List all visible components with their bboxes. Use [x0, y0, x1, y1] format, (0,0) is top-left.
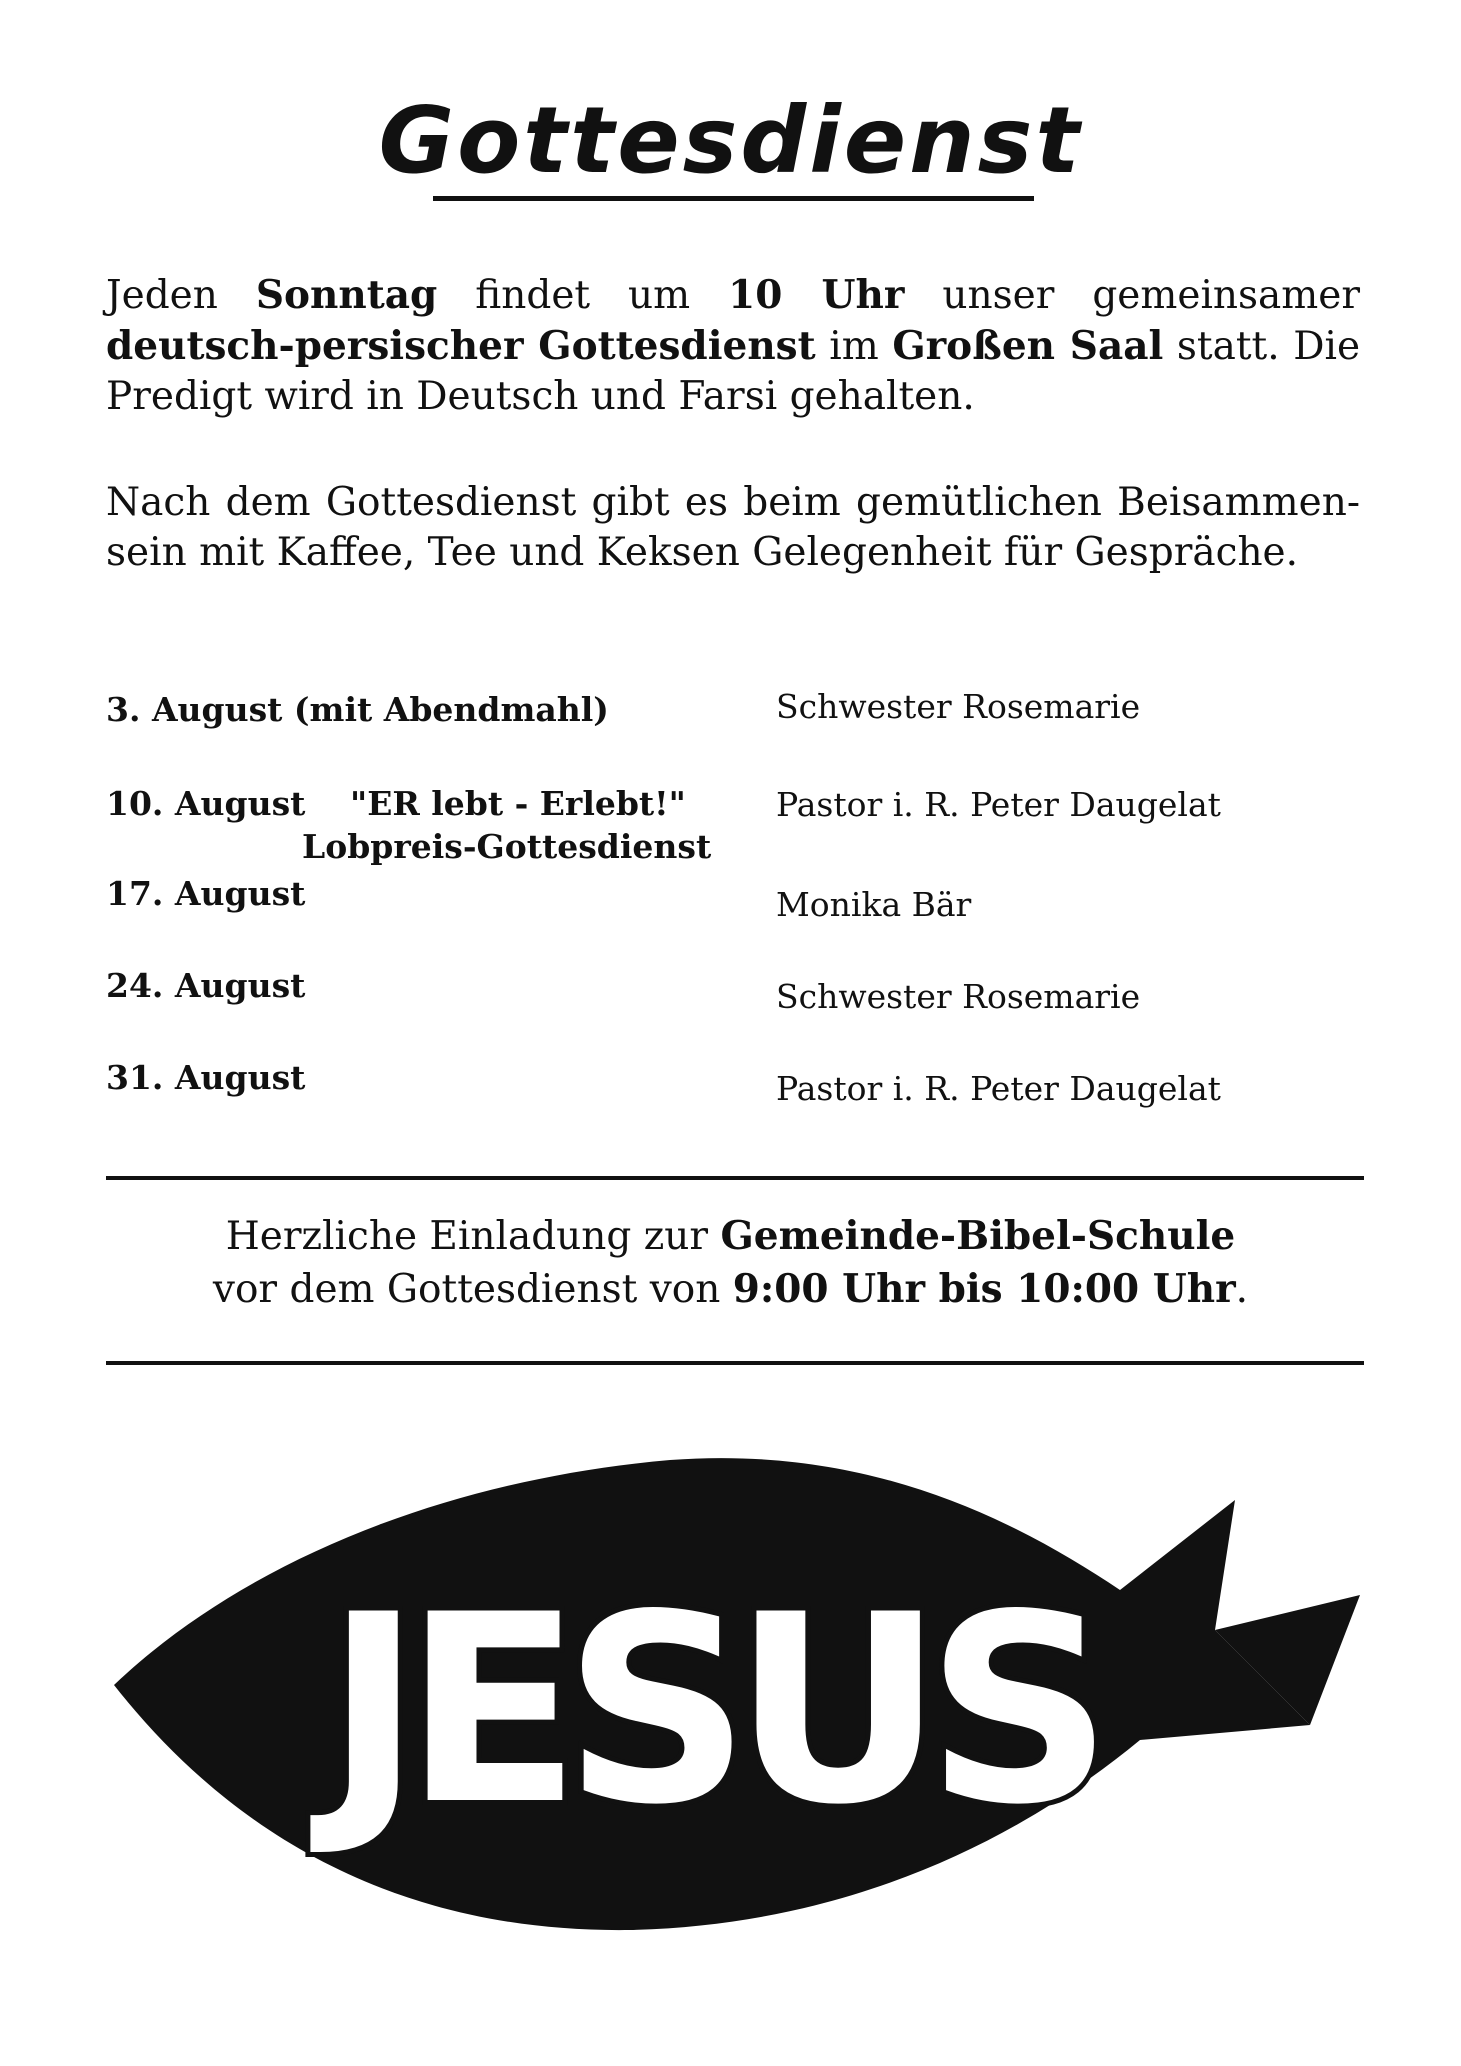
intro-text-5: statt. Die Predigt wird in Deutsch und Farsi gehalten. — [106, 324, 1361, 419]
schedule-subtitle: Lobpreis-Gottesdienst — [302, 827, 712, 866]
fish-logo-text: JESUS — [325, 1560, 1095, 1862]
schedule-date: 31. August — [106, 1058, 306, 1097]
intro-location: Großen Saal — [892, 323, 1164, 369]
invitation — [0, 1210, 1461, 1316]
invitation-text-2: vor dem Gottesdienst von — [212, 1267, 733, 1312]
divider-top — [106, 1176, 1364, 1180]
schedule-speaker: Schwester Rosemarie — [776, 977, 1141, 1016]
schedule-date: 3. August (mit Abendmahl) — [106, 690, 609, 729]
schedule-theme: "ER lebt - Erlebt!" — [350, 784, 686, 823]
invitation-text-1: Herzliche Einladung zur — [225, 1214, 721, 1259]
invitation-period: . — [1235, 1267, 1249, 1312]
intro-day: Sonntag — [255, 272, 438, 318]
schedule-speaker: Schwester Rosemarie — [776, 687, 1141, 726]
intro-text-3: unser gemeinsamer — [904, 273, 1361, 318]
schedule-speaker: Monika Bär — [776, 885, 972, 924]
intro-time: 10 Uhr — [728, 272, 905, 318]
intro-text-1: Jeden — [106, 273, 256, 318]
fellowship-line-1: Nach dem Gottesdienst gibt es beim gemütlichen Beisammen- — [106, 480, 1360, 525]
invitation-line-1 — [0, 1210, 1461, 1263]
schedule-speaker: Pastor i. R. Peter Daugelat — [776, 785, 1221, 824]
schedule-date: 10. August — [106, 784, 306, 823]
fellowship-line-2: sein mit Kaffee, Tee und Keksen Gelegenheit für Gespräche. — [106, 530, 1299, 575]
intro-text-4: im — [815, 324, 893, 369]
schedule-speaker: Pastor i. R. Peter Daugelat — [776, 1069, 1221, 1108]
ichthys-fish-icon — [110, 1425, 1360, 1935]
schedule-date: 24. August — [106, 966, 306, 1005]
divider-bottom — [106, 1361, 1364, 1365]
fellowship-paragraph — [106, 478, 1360, 578]
invitation-line-2 — [0, 1263, 1461, 1316]
intro-service-type: deutsch-persischer Gottesdienst — [106, 323, 816, 369]
invitation-time: 9:00 Uhr bis 10:00 Uhr — [732, 1266, 1236, 1312]
intro-text-2: findet um — [437, 273, 729, 318]
schedule-date: 17. August — [106, 874, 306, 913]
invitation-school: Gemeinde-Bibel-Schule — [720, 1213, 1236, 1259]
page-title: Gottesdienst — [378, 87, 1083, 194]
intro-paragraph — [106, 270, 1360, 422]
title-underline — [433, 196, 1034, 201]
